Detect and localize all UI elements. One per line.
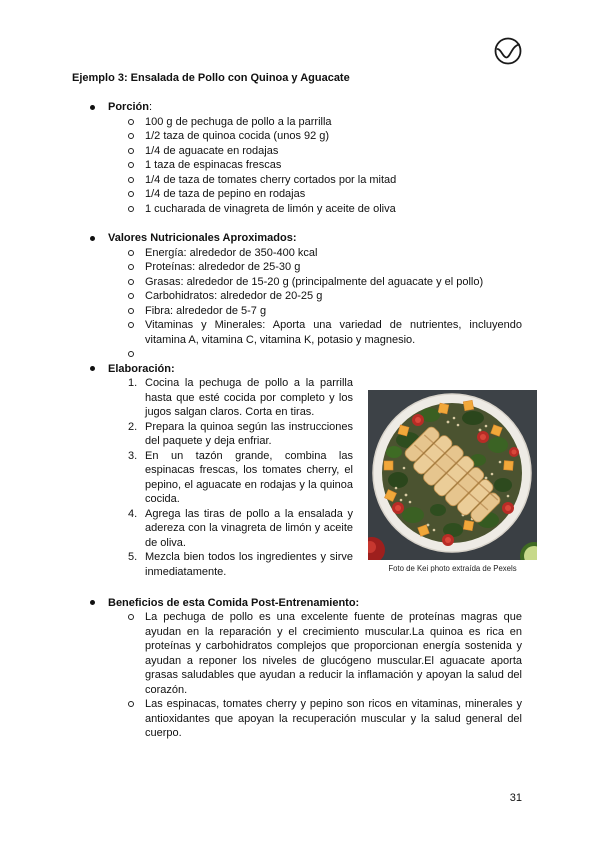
portion-item-text: 1 cucharada de vinagreta de limón y aceite de oliva (145, 202, 396, 215)
nutrition-heading (108, 231, 296, 246)
bullet-icon (90, 366, 95, 371)
benefits-list (145, 610, 522, 741)
page-title: Ejemplo 3: Ensalada de Pollo con Quinoa y Aguacate (72, 72, 350, 84)
step-text: pepino, el aguacate en rodajas y la quinoa (145, 478, 353, 491)
portion-item-text: 1/4 de taza de pepino en rodajas (145, 188, 306, 200)
benefit-item (145, 610, 522, 697)
step-text: adereza con la vinagreta de limón y aceite (145, 522, 353, 534)
step-text: Prepara la quinoa según las instrucciones (145, 420, 353, 433)
nutrition-item-text: Proteínas: alrededor de 25-30 g (145, 261, 301, 273)
hollow-bullet-icon (128, 119, 134, 125)
portion-item (145, 129, 522, 144)
benefit-text: ayudan a reponer los niveles de glucógeno muscular.El aguacate aporta (145, 654, 522, 667)
bullet-icon (90, 105, 95, 110)
step-item (128, 449, 353, 507)
hollow-bullet-icon (128, 206, 134, 212)
portion-item (145, 144, 522, 159)
hollow-bullet-icon (128, 279, 134, 285)
hollow-bullet-icon (128, 322, 134, 328)
benefit-text: La pechuga de pollo es una excelente fuente de proteínas magras que (145, 611, 522, 623)
nutrition-list (145, 246, 522, 362)
step-text: cocida. (145, 493, 180, 505)
hollow-bullet-icon (128, 701, 134, 707)
preparation-steps (128, 376, 353, 579)
hollow-bullet-icon (128, 351, 134, 357)
portion-item-text: 1 taza de espinacas frescas (145, 159, 282, 171)
step-item (128, 420, 353, 449)
benefit-text: grasas saludables que ayudan a reducir la inflamación y apoyan la salud del (145, 669, 522, 681)
step-text: Mezcla bien todos los ingredientes y sirve (145, 551, 353, 563)
step-text: jugos salgan claros. Corta en tiras. (145, 406, 315, 418)
portion-item (145, 187, 522, 202)
step-text: inmediatamente. (145, 565, 227, 578)
portion-item-text: 1/4 de aguacate en rodajas (145, 144, 279, 157)
nutrition-item-text: Fibra: alrededor de 5-7 g (145, 304, 267, 317)
preparation-label: Elaboración: (108, 362, 175, 375)
portion-list (145, 115, 522, 217)
nutrition-item-text: Grasas: alrededor de 15-20 g (principalmente del aguacate y el pollo) (145, 275, 484, 288)
portion-heading (108, 100, 152, 115)
photo-caption: Foto de Kei photo extraída de Pexels (388, 564, 517, 573)
nutrition-item-text: vitamina A, vitamina C, vitamina K, potasio y magnesio. (145, 333, 416, 346)
step-text: En un tazón grande, combina las (145, 449, 353, 462)
step-number: 3. (128, 449, 138, 462)
nutrition-item (145, 304, 522, 319)
bullet-icon (90, 236, 95, 241)
portion-item-text: 1/2 taza de quinoa cocida (unos 92 g) (145, 130, 330, 142)
circle-wave-logo-icon (493, 36, 523, 66)
nutrition-item (145, 260, 522, 275)
step-number: 4. (128, 507, 138, 520)
nutrition-item (145, 275, 522, 290)
benefit-text: antioxidantes que apoyan la recuperación muscular y la salud general del (145, 712, 522, 725)
step-text: del paquete y deja enfriar. (145, 435, 272, 447)
hollow-bullet-icon (128, 308, 134, 314)
nutrition-item-text: Vitaminas y Minerales: Aporta una variedad de nutrientes, incluyendo (145, 319, 522, 331)
portion-item (145, 173, 522, 188)
portion-item-text: 100 g de pechuga de pollo a la parrilla (145, 115, 332, 128)
nutrition-item (145, 289, 522, 304)
step-number: 2. (128, 420, 138, 433)
step-number: 5. (128, 551, 138, 563)
hollow-bullet-icon (128, 250, 134, 256)
hollow-bullet-icon (128, 162, 134, 168)
nutrition-item (145, 246, 522, 261)
nutrition-item (145, 318, 522, 347)
benefit-text: corazón. (145, 683, 188, 696)
hollow-bullet-icon (128, 264, 134, 270)
hollow-bullet-icon (128, 614, 134, 620)
portion-item (145, 158, 522, 173)
step-item (128, 376, 353, 420)
step-text: espinacas frescas, los tomates cherry, el (145, 464, 353, 476)
step-text: hasta que esté cocida por completo y los (145, 391, 353, 404)
step-text: Agrega las tiras de pollo a la ensalada y (145, 507, 353, 520)
preparation-heading (108, 362, 175, 377)
benefits-heading (108, 596, 359, 611)
portion-item (145, 115, 522, 130)
hollow-bullet-icon (128, 293, 134, 299)
portion-item (145, 202, 522, 217)
page-number: 31 (509, 792, 522, 804)
portion-colon: : (148, 101, 153, 113)
hollow-bullet-icon (128, 177, 134, 183)
salad-photo (368, 390, 537, 560)
portion-label: Porción (108, 101, 149, 113)
benefit-item (145, 697, 522, 741)
nutrition-item-empty (145, 347, 522, 362)
nutrition-label: Valores Nutricionales Aproximados: (108, 232, 297, 244)
hollow-bullet-icon (128, 148, 134, 154)
benefit-text: ayudan en la reparación y el crecimiento muscular.La quinoa es rica en (145, 625, 522, 638)
benefits-label: Beneficios de esta Comida Post-Entrenamiento: (108, 596, 360, 609)
hollow-bullet-icon (128, 191, 134, 197)
nutrition-item-text: Energía: alrededor de 350-400 kcal (145, 246, 318, 259)
step-number: 1. (128, 377, 138, 389)
step-item (128, 550, 353, 579)
bullet-icon (90, 600, 95, 605)
benefit-text: proteínas y carbohidratos complejos que proporcionan energía sostenida y (145, 640, 522, 652)
step-text: Cocina la pechuga de pollo a la parrilla (145, 377, 353, 389)
benefit-text: Las espinacas, tomates cherry y pepino son ricos en vitaminas, minerales y (145, 698, 522, 710)
benefit-text: cuerpo. (145, 727, 182, 739)
portion-item-text: 1/4 de taza de tomates cherry cortados por la mitad (145, 173, 397, 186)
step-text: de oliva. (145, 536, 186, 549)
step-item (128, 507, 353, 551)
hollow-bullet-icon (128, 133, 134, 139)
nutrition-item-text: Carbohidratos: alrededor de 20-25 g (145, 290, 323, 302)
